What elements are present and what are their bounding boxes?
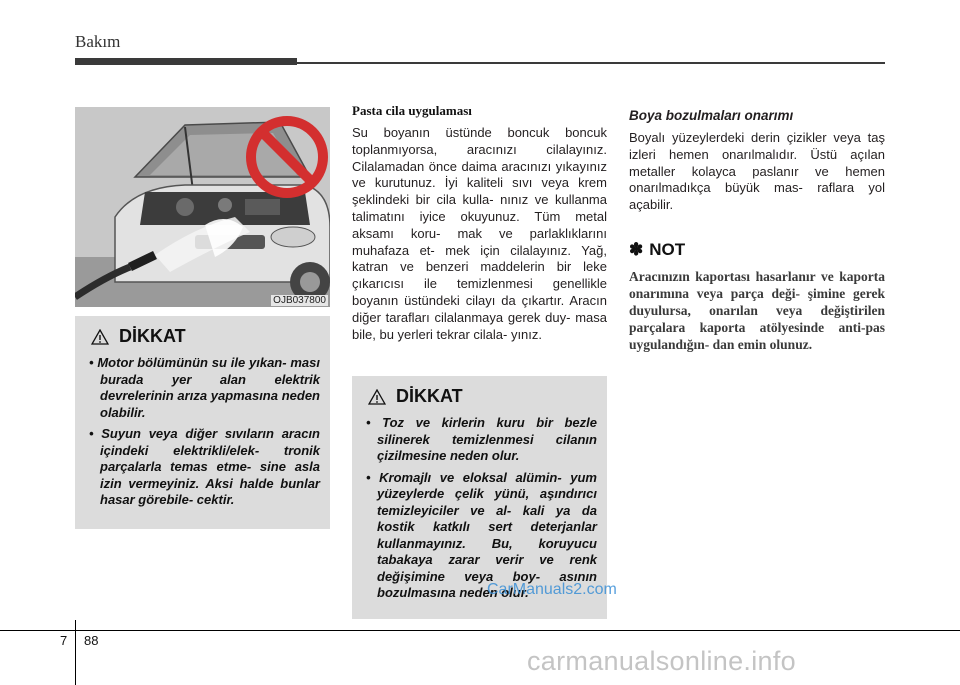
paint-repair-section (629, 108, 885, 353)
chapter-number: 7 (60, 633, 68, 648)
note-title: NOT (649, 239, 686, 259)
header-bar (75, 58, 297, 65)
warning-box-engine-wash (75, 316, 330, 529)
paint-repair-subtitle: Boya bozulmaları onarımı (629, 108, 794, 123)
paint-repair-body: Boyalı yüzeylerdeki derin çizikler veya taş izleri hemen onarılmalıdır. Üstü açılan metaller kolayca paslanır ve hemen onarılmadıkça büyük mas- raflara yol açabilir. (629, 130, 885, 213)
warning-header (91, 326, 330, 347)
wax-section (352, 103, 607, 343)
warning-title: DİKKAT (119, 326, 186, 346)
header-line (297, 62, 885, 64)
wax-body: Su boyanın üstünde boncuk boncuk toplanmıyorsa, aracınızı cilalayınız. Cilalamadan önce daima aracınızı yıkayınız ve kurutunuz. İyi kaliteli sıvı veya krem şeklindeki bir cila kulla- nınız ve kullanma talimatını iyice okuyunuz. Tüm metal aksamı koru- mak ve parlaklıklarını muhafaza et- mek için cilalayınız. Yağ, katran ve benzeri maddelerin bir leke çıkarıcısı ile temizlenmesi genellikle boyanın üstündeki cilayı da çıkartır. Aracın diğer tarafları cilalanmaya gerek duy- masa bile, bu yerleri tekrar cilala- yınız. (352, 125, 607, 342)
section-title: Bakım (75, 32, 121, 51)
wax-subtitle: Pasta cila uygulaması (352, 103, 472, 118)
note-star-icon: ✽ (629, 239, 644, 259)
warning-item: • Suyun veya diğer sıvıların aracın içindeki elektrikli/elek- tronik parçalarla temas etme- sine asla izin vermeyiniz. Aksi halde bunlar hasar görebile- cektir. (89, 426, 320, 507)
note-text: Aracınızın kaportası hasarlanır ve kaporta onarımına veya parça deği- şimine gerek duyulursa, onarılan veya değiştirilen parçalara kaporta atölyesinde anti-pas uygulandığın- dan emin olunuz. (629, 268, 885, 352)
footer-line (0, 630, 960, 631)
page-number: 88 (84, 633, 99, 648)
engine-wash-illustration (75, 107, 330, 307)
image-code: OJB037800 (273, 295, 326, 306)
warning-title: DİKKAT (396, 386, 463, 406)
warning-item: • Toz ve kirlerin kuru bir bezle silinerek temizlenmesi cilanın çizilmesine neden olur. (366, 415, 597, 463)
note-header (629, 240, 885, 260)
site-footer: carmanualsonline.info (527, 646, 796, 676)
warning-list (75, 355, 330, 509)
engine-wash-photo (75, 107, 330, 307)
warning-item: • Motor bölümünün su ile yıkan- ması burada yer alan elektrik devrelerinin arıza yapmasına neden olabilir. (89, 355, 320, 420)
warning-header (368, 386, 607, 407)
warning-triangle-icon (368, 389, 386, 405)
footer-divider (75, 620, 76, 685)
warning-list (352, 415, 607, 602)
warning-item: • Kromajlı ve eloksal alümin- yum yüzeylerde çelik yünü, aşındırıcı temizleyiciler ve al- kali ya da kostik katkılı sert deterjanlar kullanmayınız. Bu, koruyucu tabakaya zarar verir ve renk değişimine veya boy- asının bozulmasına neden olur. (366, 469, 597, 600)
watermark: CarManuals2.com (487, 581, 617, 598)
warning-triangle-icon (91, 329, 109, 345)
